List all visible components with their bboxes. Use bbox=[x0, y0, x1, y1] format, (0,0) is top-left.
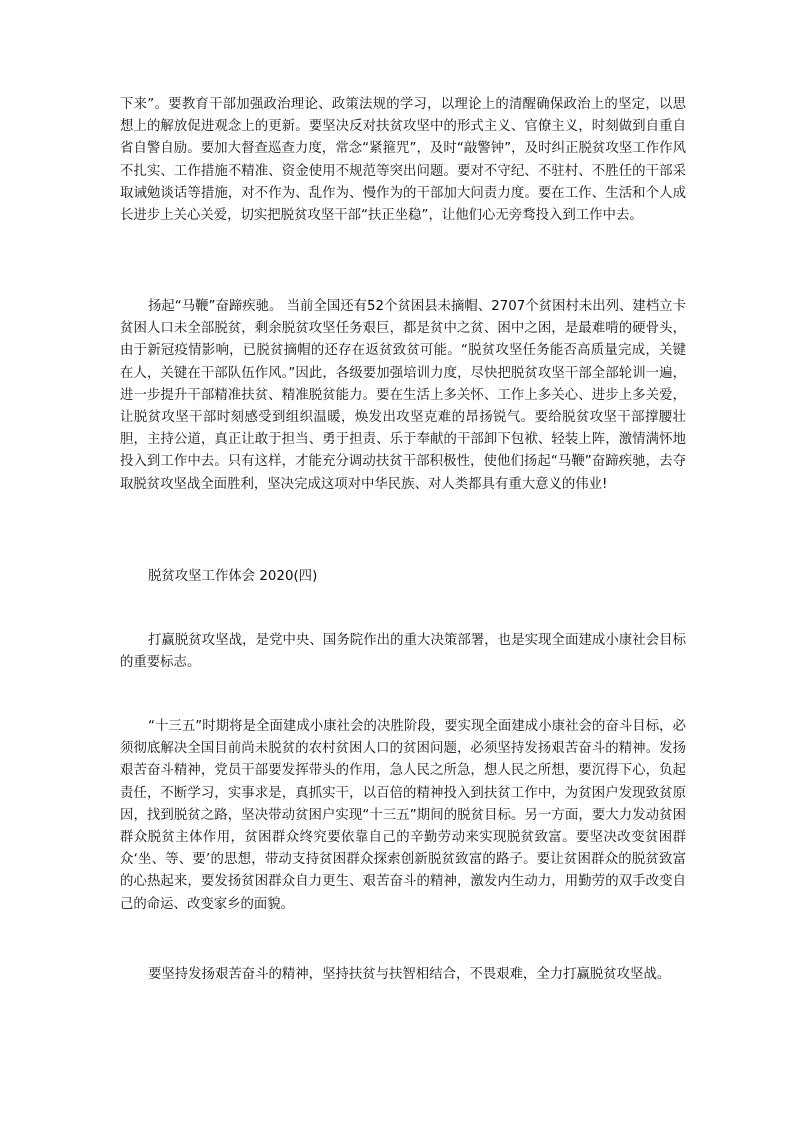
paragraph-whip-gallop: 扬起“马鞭”奋蹄疾驰。 当前全国还有52个贫困县未摘帽、2707个贫困村未出列、建档立卡贫困人口未全部脱贫，剩余脱贫攻坚任务艰巨，都是贫中之贫、困中之困，是最难啃的硬骨头，由于新冠疫情影响，已脱贫摘帽的还存在返贫致贫可能。“脱贫攻坚任务能否高质量完成，关键在人，关键在干部队伍作风。”因此，各级要加强培训力度，尽快把脱贫攻坚干部全部轮训一遍，进一步提升干部精准扶贫、精准脱贫能力。要在生活上多关怀、工作上多关心、进步上多关爱，让脱贫攻坚干部时刻感受到组织温暖，焕发出攻坚克难的昂扬锐气。要给脱贫攻坚干部撑腰壮胆，主持公道，真正让敢于担当、勇于担责、乐于奉献的干部卸下包袱、轻装上阵，激情满怀地投入到工作中去。只有这样，才能充分调动扶贫干部积极性，使他们扬起“马鞭”奋蹄疾驰，去夺取脱贫攻坚战全面胜利，坚决完成这项对中华民族、对人类都具有重大意义的伟业! bbox=[120, 299, 686, 492]
paragraph-thirteenth-five-year: “十三五”时期将是全面建成小康社会的决胜阶段，要实现全面建成小康社会的奋斗目标，必须彻底解决全国目前尚未脱贫的农村贫困人口的贫困问题，必须坚持发扬艰苦奋斗的精神。发扬艰苦奋斗精神，党员干部要发挥带头的作用，急人民之所急，想人民之所想，要沉得下心，负起责任，不断学习，实事求是，真抓实干，以百倍的精神投入到扶贫工作中，为贫困户发现致贫原因，找到脱贫之路，坚决带动贫困户实现“十三五”期间的脱贫目标。另一方面，要大力发动贫困群众脱贫主体作用，贫困群众终究要依靠自己的辛勤劳动来实现脱贫致富。要坚决改变贫困群众‘坐、等、要’的思想，带动支持贫困群众探索创新脱贫致富的路子。要让贫困群众的脱贫致富的心热起来，要发扬贫困群众自力更生、艰苦奋斗的精神，激发内生动力，用勤劳的双手改变自己的命运、改变家乡的面貌。 bbox=[120, 719, 686, 912]
section-heading: 脱贫攻坚工作体会 2020(四) bbox=[148, 569, 318, 584]
paragraph-intro: 打赢脱贫攻坚战，是党中央、国务院作出的重大决策部署，也是实现全面建成小康社会目标的重要标志。 bbox=[120, 633, 686, 671]
paragraph-conclusion: 要坚持发扬艰苦奋斗的精神，坚持扶贫与扶智相结合，不畏艰难，全力打赢脱贫攻坚战。 bbox=[148, 967, 671, 982]
paragraph-continuation: 下来”。要教育干部加强政治理论、政策法规的学习，以理论上的清醒确保政治上的坚定，以思想上的解放促进观念上的更新。要坚决反对扶贫攻坚中的形式主义、官僚主义，时刻做到自重自省自警自励。要加大督查巡查力度，常念“紧箍咒”，及时“敲警钟”，及时纠正脱贫攻坚工作作风不扎实、工作措施不精准、资金使用不规范等突出问题。要对不守纪、不驻村、不胜任的干部采取诫勉谈话等措施，对不作为、乱作为、慢作为的干部加大问责力度。要在工作、生活和个人成长进步上关心关爱，切实把脱贫攻坚干部“扶正坐稳”，让他们心无旁骛投入到工作中去。 bbox=[120, 97, 686, 224]
